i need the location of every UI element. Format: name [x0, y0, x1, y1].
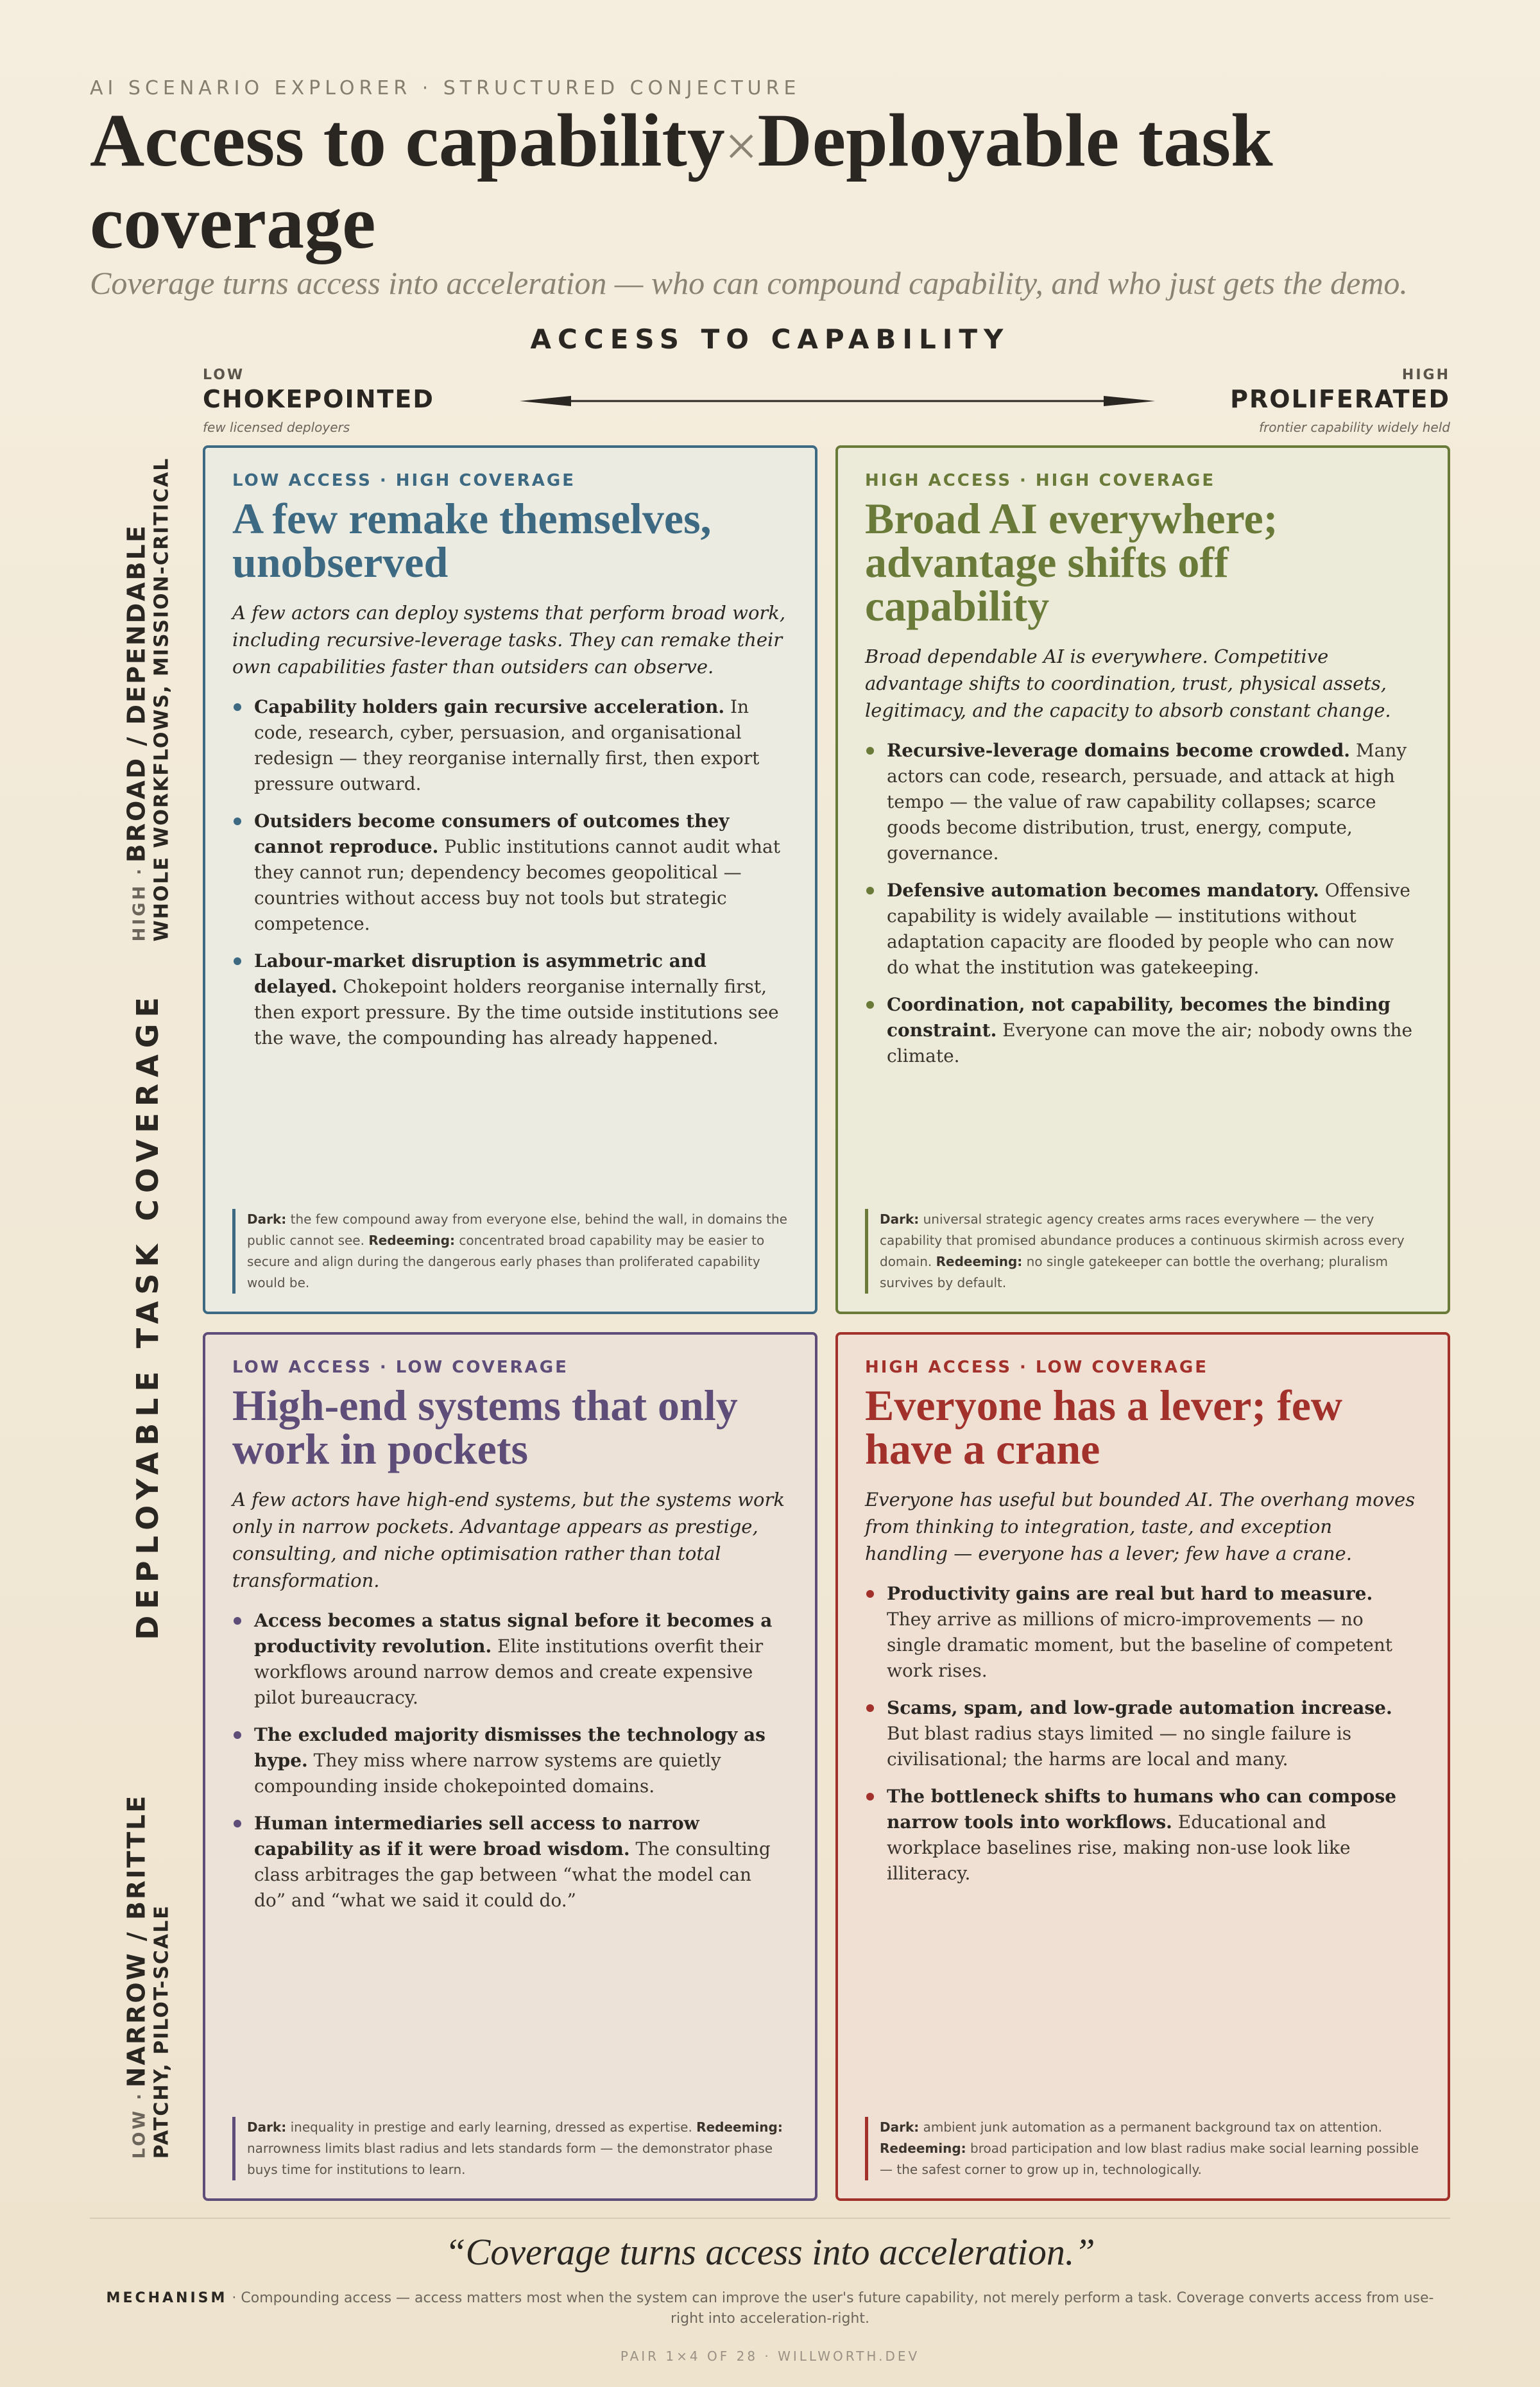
quadrant-footnote [865, 1209, 1421, 1294]
bullet-dot [234, 957, 241, 965]
bullet-text: Chokepoint holders reorganise internally first, then export pressure. By the time outside institutions see the wave, the compounding has already happened. [254, 976, 779, 1048]
quadrant-low-access-high-coverage [203, 445, 817, 1314]
bullet-dot [234, 817, 241, 825]
quadrant-title: High-end systems that only work in pockets [232, 1381, 738, 1473]
quadrant-tag: HIGH ACCESS · LOW COVERAGE [865, 1358, 1208, 1377]
quadrant-low-access-low-coverage [203, 1332, 817, 2201]
bullet-text: Educational and workplace baselines rise, making non-use look like illiteracy. [887, 1811, 1351, 1884]
bullet-dot [866, 1001, 874, 1009]
bullet-lead: Labour-market disruption is asymmetric and delayed. [254, 950, 706, 997]
bullet-text: They miss where narrow systems are quietly compounding inside chokepointed domains. [254, 1750, 721, 1797]
quadrant-title: A few remake themselves, unobserved [232, 494, 712, 586]
quadrant-footnote [865, 2117, 1421, 2180]
dark-text: the few compound away from everyone else, behind the wall, in domains the public cannot see. [247, 1211, 787, 1248]
dark-text: universal strategic agency creates arms races everywhere — the very capability that promised abundance produces a continuous skirmish across every domain. [880, 1211, 1405, 1269]
quadrant-description: A few actors can deploy systems that perform broad work, including recursive-leverage tasks. They can remake their own capabilities faster than outsiders can observe. [232, 602, 786, 678]
quadrant-bullets [232, 1608, 788, 1913]
redeeming-text: broad participation and low blast radius make social learning possible — the safest corner to grow up in, technologically. [880, 2141, 1419, 2177]
x-axis-low-name: CHOKEPOINTED [203, 385, 434, 413]
bullet-lead: The bottleneck shifts to humans who can compose narrow tools into workflows. [887, 1786, 1397, 1833]
bullet-lead: Access becomes a status signal before it becomes a productivity revolution. [254, 1610, 773, 1657]
redeeming-text: narrowness limits blast radius and lets standards form — the demonstrator phase buys time for institutions to learn. [247, 2141, 773, 2177]
bullet-item [232, 1608, 788, 1711]
bullet-text: Everyone can move the air; nobody owns the climate. [887, 1020, 1413, 1066]
bullet-lead: Scams, spam, and low-grade automation increase. [887, 1697, 1392, 1718]
x-axis-low-note: few licensed deployers [203, 420, 350, 435]
quadrant-tag: LOW ACCESS · LOW COVERAGE [232, 1358, 569, 1377]
y-axis-low-note: PATCHY, PILOT-SCALE [150, 1904, 173, 2159]
y-axis [96, 449, 199, 2201]
bullet-text: Offensive capability is widely available — institutions without adaptation capacity are flooded by people who can now do what the institution was gatekeeping. [887, 880, 1410, 978]
bullet-dot [866, 1590, 874, 1598]
bullet-text: Many actors can code, research, persuade, and attack at high tempo — the value of raw capability collapses; scarce goods become distribution, trust, energy, compute, governance. [887, 740, 1407, 864]
redeeming-text: no single gatekeeper can bottle the overhang; pluralism survives by default. [880, 1254, 1389, 1290]
y-axis-high-label [123, 458, 173, 942]
footer-divider [90, 2218, 1450, 2219]
quadrant-bullets [865, 738, 1421, 1069]
bullet-dot [234, 1617, 241, 1625]
mechanism-text: Compounding access — access matters most when the system can improve the user's future capability, not merely perform a task. Coverage converts access from use-right into acceleration-right. [241, 2290, 1434, 2327]
title-part-b: Deployable task coverage [90, 98, 1273, 264]
quadrant-description: Broad dependable AI is everywhere. Competitive advantage shifts to coordination, trust, physical assets, legitimacy, and the capacity to absorb constant change. [865, 646, 1391, 721]
y-axis-high-name: BROAD / DEPENDABLE [122, 524, 151, 863]
bullet-text: The consulting class arbitrages the gap between “what the model can do” and “what we said it could do.” [254, 1838, 771, 1911]
quadrant-description: Everyone has useful but bounded AI. The overhang moves from thinking to integration, taste, and exception handling — everyone has a lever; few have a crane. [865, 1489, 1416, 1564]
bullet-item [865, 1695, 1421, 1772]
x-axis-low-level: LOW [203, 367, 245, 383]
quadrant-title: Everyone has a lever; few have a crane [865, 1381, 1343, 1473]
bullet-dot [866, 747, 874, 755]
bullet-item [232, 1722, 788, 1799]
bullet-dot [866, 1704, 874, 1712]
bullet-item [865, 1784, 1421, 1887]
bullet-text: In code, research, cyber, persuasion, and organisational redesign — they reorganise internally first, then export pressure outward. [254, 696, 760, 794]
quadrant-footnote [232, 2117, 788, 2180]
bullet-item [232, 948, 788, 1051]
dark-label: Dark: [247, 2119, 287, 2135]
dark-text: inequality in prestige and early learning, dressed as expertise. [286, 2119, 697, 2135]
bullet-item [865, 738, 1421, 866]
kicker: AI SCENARIO EXPLORER · STRUCTURED CONJECTURE [90, 77, 801, 99]
quadrant-bullets [865, 1581, 1421, 1887]
bullet-text: Elite institutions overfit their workflows around narrow demos and create expensive pilot bureaucracy. [254, 1636, 764, 1708]
bullet-text: Public institutions cannot audit what they cannot run; dependency becomes geopolitical — countries without access buy not tools but strategic competence. [254, 836, 780, 934]
bullet-text: But blast radius stays limited — no single failure is civilisational; the harms are local and many. [887, 1723, 1352, 1770]
bullet-dot [234, 1820, 241, 1827]
bullet-lead: The excluded majority dismisses the technology as hype. [254, 1724, 766, 1771]
bullet-item [865, 992, 1421, 1069]
bullet-lead: Productivity gains are real but hard to measure. [887, 1583, 1373, 1604]
x-axis-high-level: HIGH [1401, 367, 1450, 383]
y-axis-low-label [123, 1794, 173, 2159]
quadrant-tag: LOW ACCESS · HIGH COVERAGE [232, 471, 576, 490]
redeeming-label: Redeeming: [696, 2119, 783, 2135]
y-axis-high-note: WHOLE WORKFLOWS, MISSION-CRITICAL [150, 457, 173, 942]
bullet-text: They arrive as millions of micro-improvements — no single dramatic moment, but the baseline of competent work rises. [887, 1609, 1393, 1681]
title-part-a: Access to capability [90, 98, 725, 182]
bullet-dot [234, 703, 241, 711]
bullet-lead: Human intermediaries sell access to narrow capability as if it were broad wisdom. [254, 1813, 699, 1860]
pull-quote: “Coverage turns access into acceleration.” [445, 2231, 1095, 2273]
bullet-lead: Coordination, not capability, becomes the binding constraint. [887, 994, 1390, 1041]
redeeming-label: Redeeming: [368, 1233, 455, 1248]
bullet-dot [234, 1731, 241, 1739]
bullet-item [232, 1811, 788, 1913]
bullet-item [865, 1581, 1421, 1684]
y-axis-title: DEPLOYABLE TASK COVERAGE [130, 991, 165, 1640]
bullet-lead: Outsiders become consumers of outcomes they cannot reproduce. [254, 810, 730, 857]
dark-label: Dark: [880, 2119, 920, 2135]
bullet-item [865, 878, 1421, 980]
y-axis-low-level: LOW · [130, 2091, 150, 2159]
quadrant-description: A few actors have high-end systems, but the systems work only in narrow pockets. Advantage appears as prestige, consulting, and niche optimisation rather than total transformation. [232, 1489, 785, 1591]
subtitle: Coverage turns access into acceleration — who can compound capability, and who just gets the demo. [90, 265, 1408, 301]
redeeming-text: concentrated broad capability may be easier to secure and align during the dangerous early phases than proliferated capability would be. [247, 1233, 765, 1290]
quadrant-bullets [232, 694, 788, 1051]
y-axis-high-level: HIGH · [130, 866, 150, 942]
x-axis-high-name: PROLIFERATED [1230, 385, 1450, 413]
mechanism-separator: · [227, 2290, 241, 2306]
dark-label: Dark: [880, 1211, 920, 1227]
dark-label: Dark: [247, 1211, 287, 1227]
dark-text: ambient junk automation as a permanent background tax on attention. [919, 2119, 1382, 2135]
credit-line: PAIR 1×4 OF 28 · WILLWORTH.DEV [620, 2348, 920, 2364]
mechanism-note [96, 2288, 1444, 2329]
redeeming-label: Redeeming: [936, 1254, 1023, 1269]
quadrant-tag: HIGH ACCESS · HIGH COVERAGE [865, 471, 1216, 490]
x-axis-high-note: frontier capability widely held [1259, 420, 1450, 435]
bullet-item [232, 809, 788, 937]
redeeming-label: Redeeming: [880, 2141, 966, 2156]
x-axis-arrow [520, 393, 1155, 409]
quadrant-high-access-high-coverage [835, 445, 1450, 1314]
bullet-lead: Defensive automation becomes mandatory. [887, 880, 1319, 901]
mechanism-label: MECHANISM [106, 2290, 228, 2306]
bullet-lead: Recursive-leverage domains become crowded. [887, 740, 1351, 761]
y-axis-low-name: NARROW / BRITTLE [122, 1793, 151, 2088]
quadrant-title: Broad AI everywhere; advantage shifts off capability [865, 494, 1278, 630]
bullet-lead: Capability holders gain recursive acceleration. [254, 696, 725, 717]
bullet-item [232, 694, 788, 797]
title-separator: × [724, 115, 758, 178]
bullet-dot [866, 1793, 874, 1801]
page-title [90, 98, 1476, 264]
x-axis-title: ACCESS TO CAPABILITY [530, 323, 1010, 355]
bullet-dot [866, 887, 874, 894]
quadrant-footnote [232, 1209, 788, 1294]
quadrant-high-access-low-coverage [835, 1332, 1450, 2201]
